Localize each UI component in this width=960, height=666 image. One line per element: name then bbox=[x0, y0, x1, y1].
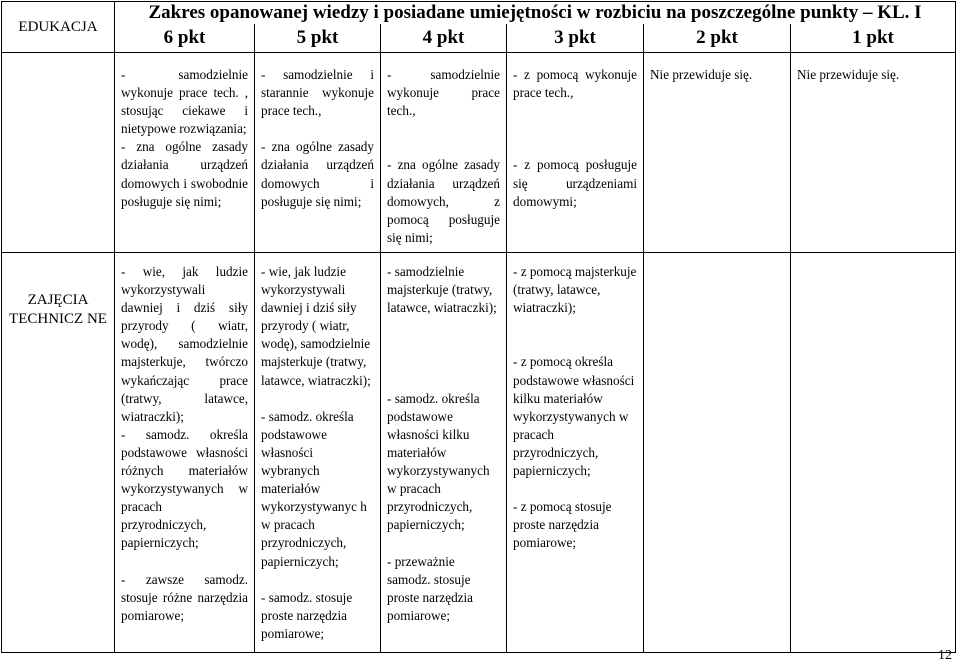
points-header-1: 1 pkt bbox=[791, 24, 956, 53]
header-category-cell bbox=[2, 2, 115, 53]
table-row bbox=[2, 253, 956, 653]
criteria-cell bbox=[255, 253, 381, 653]
points-header-3: 3 pkt bbox=[507, 24, 644, 53]
criteria-text: - wie, jak ludzie wykorzystywali dawniej i dziś siły przyrody ( wiatr, wodę), samodzielnie majsterkuje (tratwy, latawce, wiatraczki); - samodz. określa podstawowe własności wybranych materiałów wykorzystywanyc h w pracach przyrodniczych, papierniczych; - samodz. stosuje proste narzędzia pomiarowe; bbox=[261, 264, 371, 641]
criteria-text: - samodzielnie wykonuje prace tech., - zna ogólne zasady działania urządzeń domowych, z pomocą posługuje się nimi; bbox=[387, 67, 500, 245]
page-number: 12 bbox=[938, 648, 952, 663]
assessment-table bbox=[1, 1, 956, 653]
criteria-cell bbox=[791, 53, 956, 253]
criteria-text: - wie, jak ludzie wykorzystywali dawniej i dziś siły przyrody ( wiatr, wodę), samodzielnie majsterkuje, twórczo wykańczając prace (tratwy, latawce, wiatraczki); - samodz. określa podstawowe własności różnych materiałów wykorzystywanych w pracach przyrodniczych, papierniczych; - zawsze samodz. stosuje różne narzędzia pomiarowe; bbox=[121, 264, 248, 623]
criteria-cell bbox=[507, 53, 644, 253]
row-category-cell bbox=[2, 53, 115, 253]
header-category: EDUKACJA bbox=[18, 18, 98, 35]
table-title: Zakres opanowanej wiedzy i posiadane umiejętności w rozbiciu na poszczególne punkty – KL. I bbox=[115, 2, 956, 25]
points-header-4: 4 pkt bbox=[381, 24, 507, 53]
criteria-cell bbox=[255, 53, 381, 253]
points-header-6: 6 pkt bbox=[115, 24, 255, 53]
criteria-text: - samodzielnie wykonuje prace tech. , stosując ciekawe i nietypowe rozwiązania; - zna ogólne zasady działania urządzeń domowych i swobodnie posługuje się nimi; bbox=[121, 67, 248, 209]
criteria-cell bbox=[115, 53, 255, 253]
criteria-text: - z pomocą wykonuje prace tech., - z pomocą posługuje się urządzeniami domowymi; bbox=[513, 67, 637, 209]
criteria-text: - samodzielnie majsterkuje (tratwy, latawce, wiatraczki); - samodz. określa podstawowe własności kilku materiałów wykorzystywanych w pracach przyrodniczych, papierniczych; - przeważnie samodz. stosuje proste narzędzia pomiarowe; bbox=[387, 264, 497, 623]
table-row bbox=[2, 53, 956, 253]
points-header-5: 5 pkt bbox=[255, 24, 381, 53]
criteria-cell bbox=[381, 253, 507, 653]
row-category-cell bbox=[2, 253, 115, 653]
criteria-text: - samodzielnie i starannie wykonuje prace tech., - zna ogólne zasady działania urządzeń domowych i posługuje się nimi; bbox=[261, 67, 374, 209]
criteria-text: - z pomocą majsterkuje (tratwy, latawce, wiatraczki); - z pomocą określa podstawowe własności kilku materiałów wykorzystywanych w pracach przyrodniczych, papierniczych; - z pomocą stosuje proste narzędzia pomiarowe; bbox=[513, 264, 637, 551]
row-category: ZAJĘCIA TECHNICZ NE bbox=[9, 292, 107, 327]
criteria-text: Nie przewiduje się. bbox=[797, 67, 900, 82]
criteria-cell bbox=[381, 53, 507, 253]
criteria-cell bbox=[115, 253, 255, 653]
points-header-2: 2 pkt bbox=[644, 24, 791, 53]
criteria-cell bbox=[644, 253, 791, 653]
criteria-cell bbox=[507, 253, 644, 653]
criteria-text: Nie przewiduje się. bbox=[650, 67, 753, 82]
criteria-cell bbox=[791, 253, 956, 653]
criteria-cell bbox=[644, 53, 791, 253]
